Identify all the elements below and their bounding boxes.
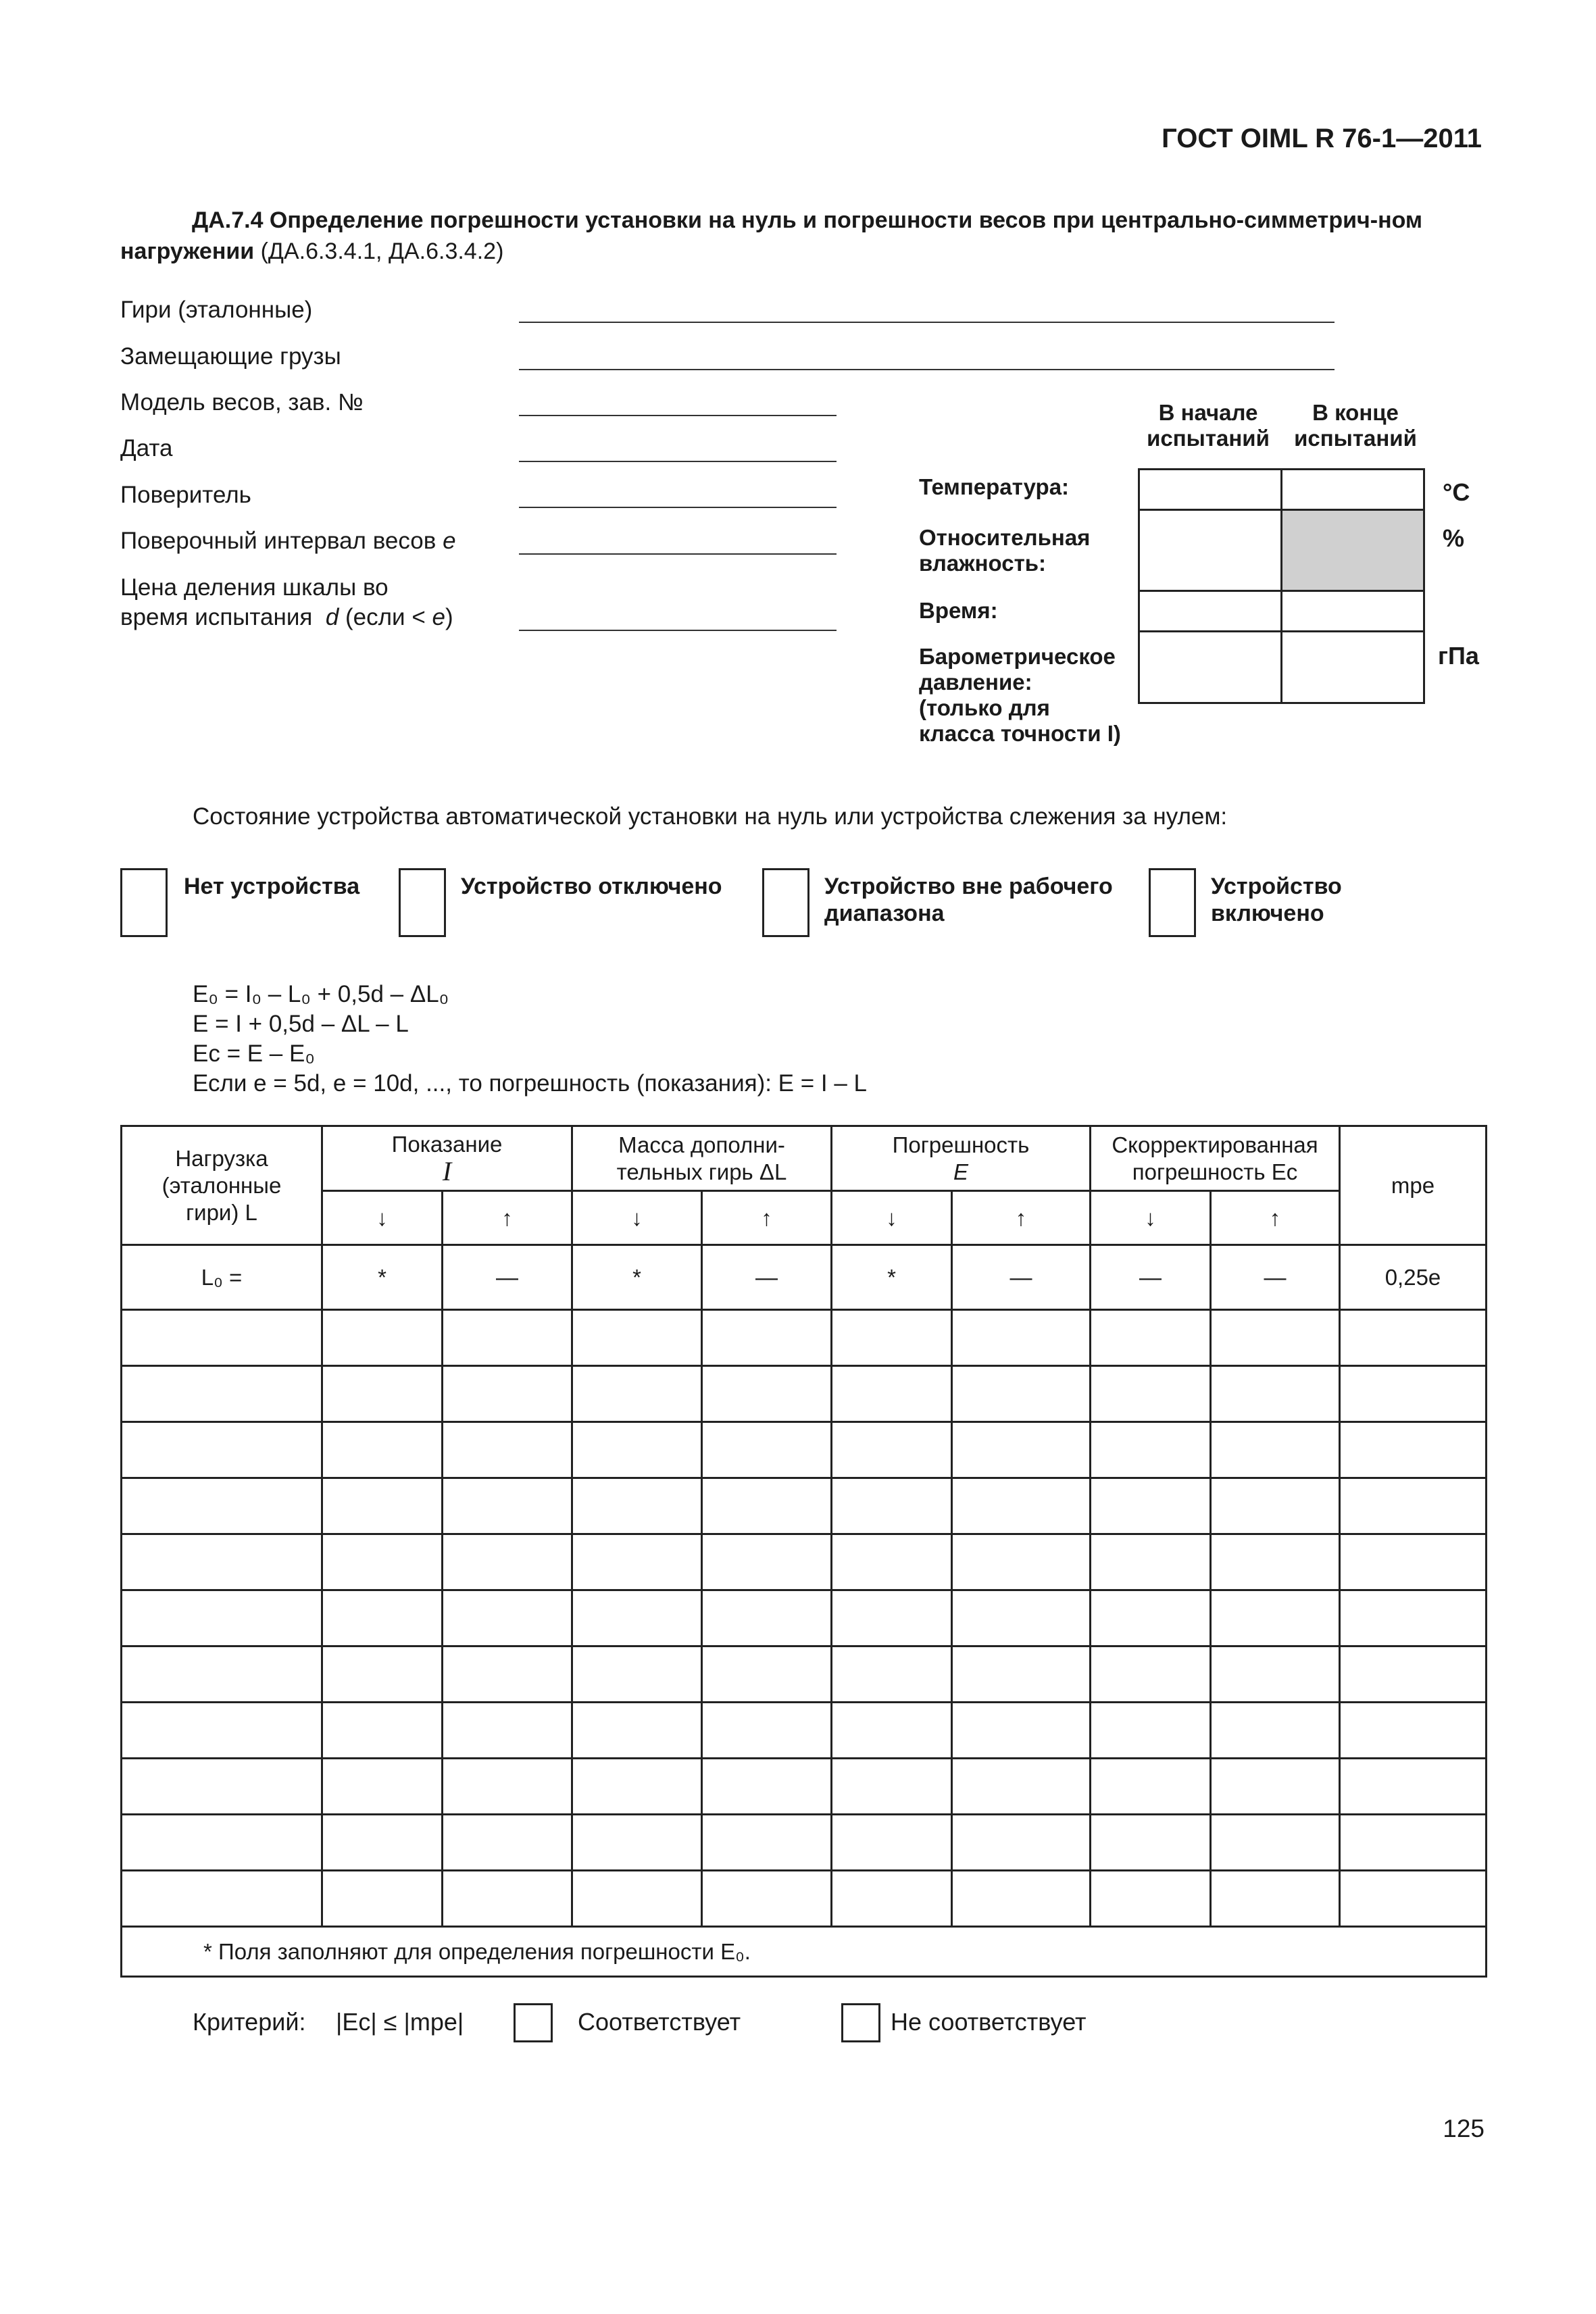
corrected-down-arrow: ↓ xyxy=(1091,1191,1211,1245)
col-start-label: В начале испытаний xyxy=(1147,400,1270,451)
col-end-label: В конце испытаний xyxy=(1294,400,1417,451)
cell[interactable] xyxy=(122,1310,322,1366)
cell[interactable] xyxy=(443,1703,572,1759)
cell[interactable] xyxy=(122,1590,322,1646)
cell[interactable] xyxy=(443,1590,572,1646)
cell[interactable] xyxy=(702,1366,832,1422)
cell[interactable] xyxy=(322,1590,443,1646)
cell[interactable] xyxy=(832,1703,952,1759)
no-device-label: Нет устройства xyxy=(184,874,360,899)
cell[interactable] xyxy=(702,1646,832,1703)
table-row xyxy=(122,1703,1487,1759)
pressure-start-cell[interactable] xyxy=(1139,632,1282,703)
cell[interactable] xyxy=(702,1703,832,1759)
header-indication-sym: I xyxy=(442,1155,452,1186)
cell[interactable] xyxy=(443,1534,572,1590)
out-of-range-checkbox[interactable] xyxy=(762,868,809,937)
cell: — xyxy=(702,1245,832,1310)
cell[interactable] xyxy=(952,1871,1091,1927)
time-start-cell[interactable] xyxy=(1139,591,1282,632)
cell[interactable] xyxy=(952,1703,1091,1759)
cell[interactable] xyxy=(832,1590,952,1646)
cell[interactable] xyxy=(702,1815,832,1871)
cell[interactable] xyxy=(832,1366,952,1422)
cell[interactable] xyxy=(952,1366,1091,1422)
cell[interactable] xyxy=(322,1815,443,1871)
cell[interactable] xyxy=(572,1759,702,1815)
cell[interactable] xyxy=(122,1871,322,1927)
cell[interactable] xyxy=(1091,1422,1211,1478)
criterion-label: Критерий: xyxy=(193,2008,306,2036)
cell: — xyxy=(1091,1245,1211,1310)
header-mass: Масса дополни- тельных гирь ΔL xyxy=(572,1126,832,1191)
cell[interactable] xyxy=(1211,1703,1340,1759)
device-off-checkbox[interactable] xyxy=(399,868,446,937)
cell[interactable] xyxy=(572,1534,702,1590)
cell[interactable] xyxy=(832,1815,952,1871)
cell[interactable] xyxy=(322,1759,443,1815)
device-on-label: Устройство включено xyxy=(1211,874,1342,926)
error-table xyxy=(120,1125,1487,1978)
cell[interactable] xyxy=(443,1759,572,1815)
humidity-label: Относительная влажность: xyxy=(919,525,1091,576)
cell-mpe-l0: 0,25e xyxy=(1340,1245,1487,1310)
cell[interactable] xyxy=(322,1703,443,1759)
cell[interactable] xyxy=(702,1478,832,1534)
cell[interactable] xyxy=(572,1815,702,1871)
cell[interactable] xyxy=(702,1534,832,1590)
division-label xyxy=(120,573,453,632)
table-row xyxy=(122,1871,1487,1927)
date-label: Дата xyxy=(120,435,173,461)
division-line1: Цена деления шкалы во xyxy=(120,574,389,601)
header-indication-text: Показание xyxy=(391,1131,503,1157)
cell[interactable] xyxy=(1340,1646,1487,1703)
header-error xyxy=(832,1126,1091,1191)
cell[interactable] xyxy=(322,1871,443,1927)
cell[interactable] xyxy=(1211,1646,1340,1703)
pass-checkbox[interactable] xyxy=(514,2003,553,2042)
humidity-unit: % xyxy=(1443,524,1465,552)
table-row xyxy=(122,1759,1487,1815)
model-label: Модель весов, зав. № xyxy=(120,389,364,416)
date-field[interactable] xyxy=(519,461,837,462)
header-indication xyxy=(322,1126,572,1191)
corrected-up-arrow: ↑ xyxy=(1211,1191,1340,1245)
weights-field[interactable] xyxy=(519,322,1335,323)
header-error-text: Погрешность xyxy=(892,1132,1030,1157)
cell[interactable] xyxy=(832,1422,952,1478)
cell[interactable] xyxy=(1340,1534,1487,1590)
cell[interactable] xyxy=(952,1759,1091,1815)
temperature-unit: °C xyxy=(1443,478,1470,506)
cell[interactable] xyxy=(702,1871,832,1927)
cell[interactable] xyxy=(1340,1310,1487,1366)
cell[interactable] xyxy=(443,1646,572,1703)
section-heading xyxy=(120,205,1482,267)
section-title: ДА.7.4 Определение погрешности установки на нуль и погрешности весов при центрально-симметрич-ном нагружении xyxy=(120,207,1423,264)
cell[interactable] xyxy=(322,1646,443,1703)
pressure-end-cell[interactable] xyxy=(1282,632,1424,703)
cell[interactable] xyxy=(443,1478,572,1534)
table-row-l0 xyxy=(122,1245,1487,1310)
cell[interactable] xyxy=(1340,1590,1487,1646)
standard-header: ГОСТ OIML R 76-1—2011 xyxy=(1162,124,1482,153)
page-number: 125 xyxy=(1443,2115,1485,2142)
cell[interactable] xyxy=(572,1703,702,1759)
weights-label: Гири (эталонные) xyxy=(120,297,313,323)
cell[interactable] xyxy=(832,1759,952,1815)
fail-label: Не соответствует xyxy=(891,2008,1087,2036)
cell[interactable] xyxy=(572,1422,702,1478)
cell[interactable] xyxy=(1340,1422,1487,1478)
cell: — xyxy=(443,1245,572,1310)
mass-down-arrow: ↓ xyxy=(572,1191,702,1245)
table-row xyxy=(122,1310,1487,1366)
cell[interactable] xyxy=(443,1366,572,1422)
device-on-checkbox[interactable] xyxy=(1149,868,1196,937)
cell[interactable] xyxy=(1211,1815,1340,1871)
pass-label: Соответствует xyxy=(578,2008,741,2036)
cell[interactable] xyxy=(572,1478,702,1534)
cell[interactable] xyxy=(1211,1422,1340,1478)
cell[interactable] xyxy=(952,1310,1091,1366)
cell[interactable] xyxy=(1211,1759,1340,1815)
humidity-end-cell-shaded xyxy=(1282,510,1424,591)
table-row xyxy=(122,1534,1487,1590)
cell[interactable] xyxy=(443,1815,572,1871)
substitution-field[interactable] xyxy=(519,369,1335,370)
cell[interactable] xyxy=(572,1871,702,1927)
verifier-label: Поверитель xyxy=(120,482,251,508)
verifier-field[interactable] xyxy=(519,507,837,508)
device-state-heading: Состояние устройства автоматической установки на нуль или устройства слежения за нулем: xyxy=(193,803,1228,830)
cell[interactable]: * xyxy=(322,1245,443,1310)
cell: — xyxy=(952,1245,1091,1310)
cell[interactable] xyxy=(122,1422,322,1478)
cell[interactable] xyxy=(122,1366,322,1422)
time-end-cell[interactable] xyxy=(1282,591,1424,632)
temp-start-cell[interactable] xyxy=(1139,470,1282,510)
model-field[interactable] xyxy=(519,415,837,416)
cell[interactable] xyxy=(122,1646,322,1703)
table-row xyxy=(122,1815,1487,1871)
temperature-label: Температура: xyxy=(919,474,1070,499)
formula-condition: Если e = 5d, e = 10d, ..., то погрешность (показания): E = I – L xyxy=(193,1070,868,1097)
cell[interactable] xyxy=(952,1422,1091,1478)
division-var: d xyxy=(325,604,339,630)
cell[interactable] xyxy=(1340,1366,1487,1422)
conditions-table xyxy=(1138,468,1425,704)
division-text: время испытания xyxy=(120,604,313,630)
header-load: Нагрузка (эталонные гири) L xyxy=(122,1126,322,1245)
cell[interactable] xyxy=(1091,1310,1211,1366)
cell[interactable] xyxy=(1340,1759,1487,1815)
cell[interactable] xyxy=(702,1310,832,1366)
division-end: ) xyxy=(445,604,453,630)
cell[interactable] xyxy=(572,1366,702,1422)
error-down-arrow: ↓ xyxy=(832,1191,952,1245)
cell[interactable] xyxy=(122,1759,322,1815)
cell: — xyxy=(1211,1245,1340,1310)
cell[interactable] xyxy=(1211,1534,1340,1590)
formula-ec: Eс = E – E₀ xyxy=(193,1040,315,1067)
cell[interactable] xyxy=(1340,1815,1487,1871)
formula-e: E = I + 0,5d – ΔL – L xyxy=(193,1011,409,1037)
cell[interactable] xyxy=(832,1310,952,1366)
section-refs: (ДА.6.3.4.1, ДА.6.3.4.2) xyxy=(254,238,504,264)
interval-field[interactable] xyxy=(519,553,837,555)
table-row xyxy=(122,1646,1487,1703)
cell[interactable] xyxy=(1091,1366,1211,1422)
division-line2 xyxy=(120,603,453,632)
cell[interactable] xyxy=(572,1646,702,1703)
cell[interactable] xyxy=(443,1871,572,1927)
cell[interactable] xyxy=(1340,1478,1487,1534)
cell[interactable] xyxy=(702,1590,832,1646)
out-of-range-label: Устройство вне рабочего диапазона xyxy=(824,874,1113,926)
cell[interactable] xyxy=(122,1815,322,1871)
cell[interactable] xyxy=(1211,1478,1340,1534)
cell[interactable]: * xyxy=(572,1245,702,1310)
table-row xyxy=(122,1478,1487,1534)
fail-checkbox[interactable] xyxy=(841,2003,880,2042)
cell[interactable]: * xyxy=(832,1245,952,1310)
cell[interactable] xyxy=(952,1590,1091,1646)
cell[interactable] xyxy=(1091,1478,1211,1534)
pressure-unit: гПа xyxy=(1438,642,1479,670)
indication-up-arrow: ↑ xyxy=(443,1191,572,1245)
cell[interactable] xyxy=(1340,1703,1487,1759)
table-row xyxy=(122,1366,1487,1422)
header-error-sym: E xyxy=(953,1159,968,1184)
cell[interactable] xyxy=(443,1422,572,1478)
interval-text: Поверочный интервал весов xyxy=(120,528,437,554)
cell[interactable] xyxy=(1091,1703,1211,1759)
cell[interactable] xyxy=(1091,1534,1211,1590)
table-row xyxy=(122,1590,1487,1646)
cell[interactable] xyxy=(1211,1590,1340,1646)
no-device-checkbox[interactable] xyxy=(120,868,168,937)
cell[interactable] xyxy=(952,1478,1091,1534)
cell[interactable] xyxy=(702,1759,832,1815)
mass-up-arrow: ↑ xyxy=(702,1191,832,1245)
device-off-label: Устройство отключено xyxy=(461,874,722,899)
interval-label xyxy=(120,526,456,556)
table-footnote: * Поля заполняют для определения погрешности E₀. xyxy=(122,1927,1487,1977)
cell[interactable] xyxy=(832,1534,952,1590)
substitution-label: Замещающие грузы xyxy=(120,343,341,370)
header-mpe: mpe xyxy=(1340,1126,1487,1245)
empty-rows xyxy=(122,1310,1487,1927)
cell[interactable] xyxy=(322,1534,443,1590)
indication-down-arrow: ↓ xyxy=(322,1191,443,1245)
cell[interactable] xyxy=(572,1590,702,1646)
cell[interactable] xyxy=(1091,1759,1211,1815)
cell[interactable] xyxy=(702,1422,832,1478)
division-field[interactable] xyxy=(519,630,837,631)
cell[interactable] xyxy=(832,1478,952,1534)
cell[interactable] xyxy=(832,1646,952,1703)
cell[interactable] xyxy=(1091,1646,1211,1703)
temp-end-cell[interactable] xyxy=(1282,470,1424,510)
division-cond-var: e xyxy=(432,604,445,630)
cell[interactable] xyxy=(1091,1871,1211,1927)
pressure-label: Барометрическое давление: (только для класса точности I) xyxy=(919,644,1121,746)
cell[interactable] xyxy=(1091,1590,1211,1646)
criterion-expression: |Eс| ≤ |mpe| xyxy=(336,2008,464,2036)
cell[interactable] xyxy=(122,1534,322,1590)
time-label: Время: xyxy=(919,598,998,623)
humidity-start-cell[interactable] xyxy=(1139,510,1282,591)
table-row xyxy=(122,1422,1487,1478)
cell[interactable] xyxy=(322,1478,443,1534)
cell[interactable] xyxy=(122,1703,322,1759)
cell[interactable] xyxy=(952,1534,1091,1590)
cell[interactable] xyxy=(322,1366,443,1422)
cell[interactable] xyxy=(1211,1366,1340,1422)
cell-load-l0: L₀ = xyxy=(122,1245,322,1310)
cell[interactable] xyxy=(122,1478,322,1534)
cell[interactable] xyxy=(832,1871,952,1927)
cell[interactable] xyxy=(322,1422,443,1478)
cell[interactable] xyxy=(952,1815,1091,1871)
division-cond: (если < xyxy=(345,604,426,630)
cell[interactable] xyxy=(952,1646,1091,1703)
cell[interactable] xyxy=(1211,1310,1340,1366)
cell[interactable] xyxy=(1211,1871,1340,1927)
header-corrected: Скорректированная погрешность Eс xyxy=(1091,1126,1340,1191)
cell[interactable] xyxy=(572,1310,702,1366)
cell[interactable] xyxy=(1340,1871,1487,1927)
cell[interactable] xyxy=(322,1310,443,1366)
cell[interactable] xyxy=(1091,1815,1211,1871)
cell[interactable] xyxy=(443,1310,572,1366)
interval-var: e xyxy=(443,528,456,554)
error-up-arrow: ↑ xyxy=(952,1191,1091,1245)
formula-e0: E₀ = I₀ – L₀ + 0,5d – ΔL₀ xyxy=(193,981,449,1007)
